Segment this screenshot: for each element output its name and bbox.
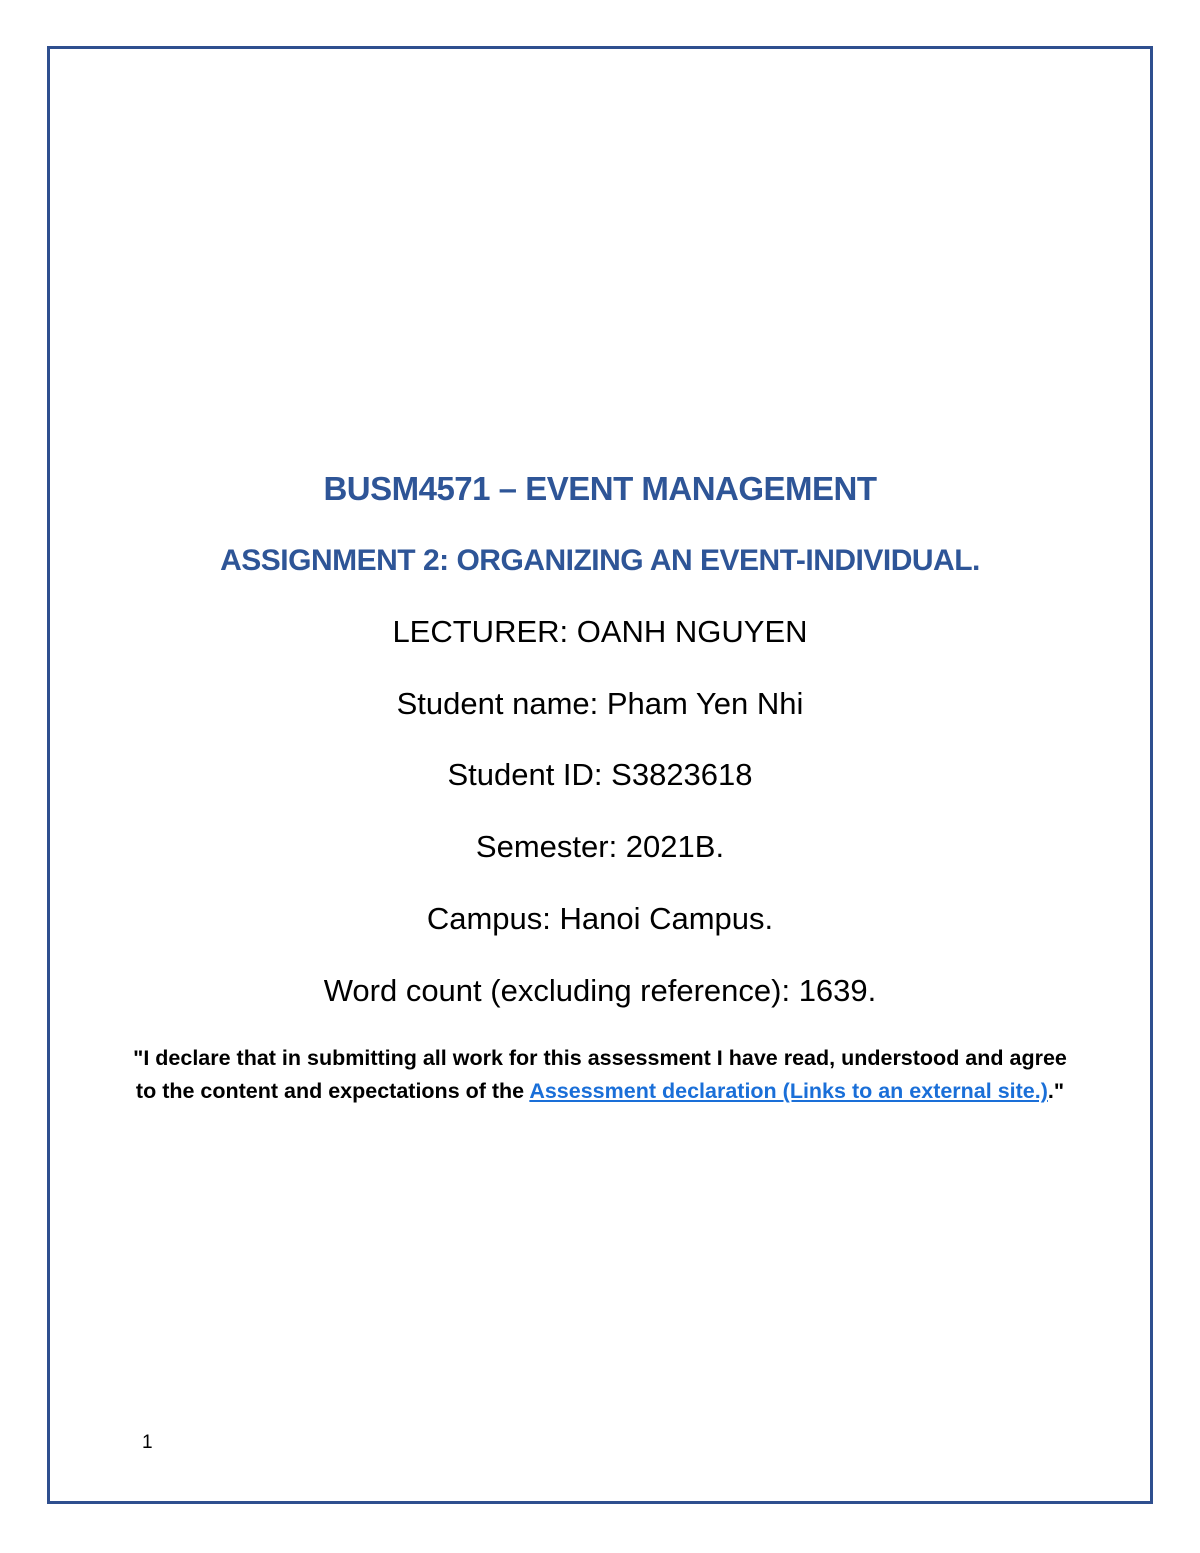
declaration-text: "I declare that in submitting all work for this assessment I have read, understood and agree to the content and expectations of the bbox=[133, 1046, 1067, 1103]
course-title: BUSM4571 – EVENT MANAGEMENT bbox=[323, 470, 877, 507]
semester-line: Semester: 2021B. bbox=[475, 829, 725, 864]
campus-line: Campus: Hanoi Campus. bbox=[426, 901, 774, 936]
page-number: 1 bbox=[142, 1432, 153, 1453]
word-count-line: Word count (excluding reference): 1639. bbox=[323, 973, 877, 1008]
student-name-line: Student name: Pham Yen Nhi bbox=[396, 686, 804, 721]
student-id-line: Student ID: S3823618 bbox=[447, 757, 753, 792]
declaration-closing: ." bbox=[1047, 1079, 1065, 1103]
lecturer-line: LECTURER: OANH NGUYEN bbox=[392, 614, 808, 649]
assignment-title: ASSIGNMENT 2: ORGANIZING AN EVENT-INDIVIDUAL. bbox=[220, 544, 980, 577]
declaration-paragraph bbox=[130, 1042, 1070, 1108]
assessment-declaration-link[interactable]: Assessment declaration (Links to an external site.) bbox=[529, 1079, 1048, 1103]
